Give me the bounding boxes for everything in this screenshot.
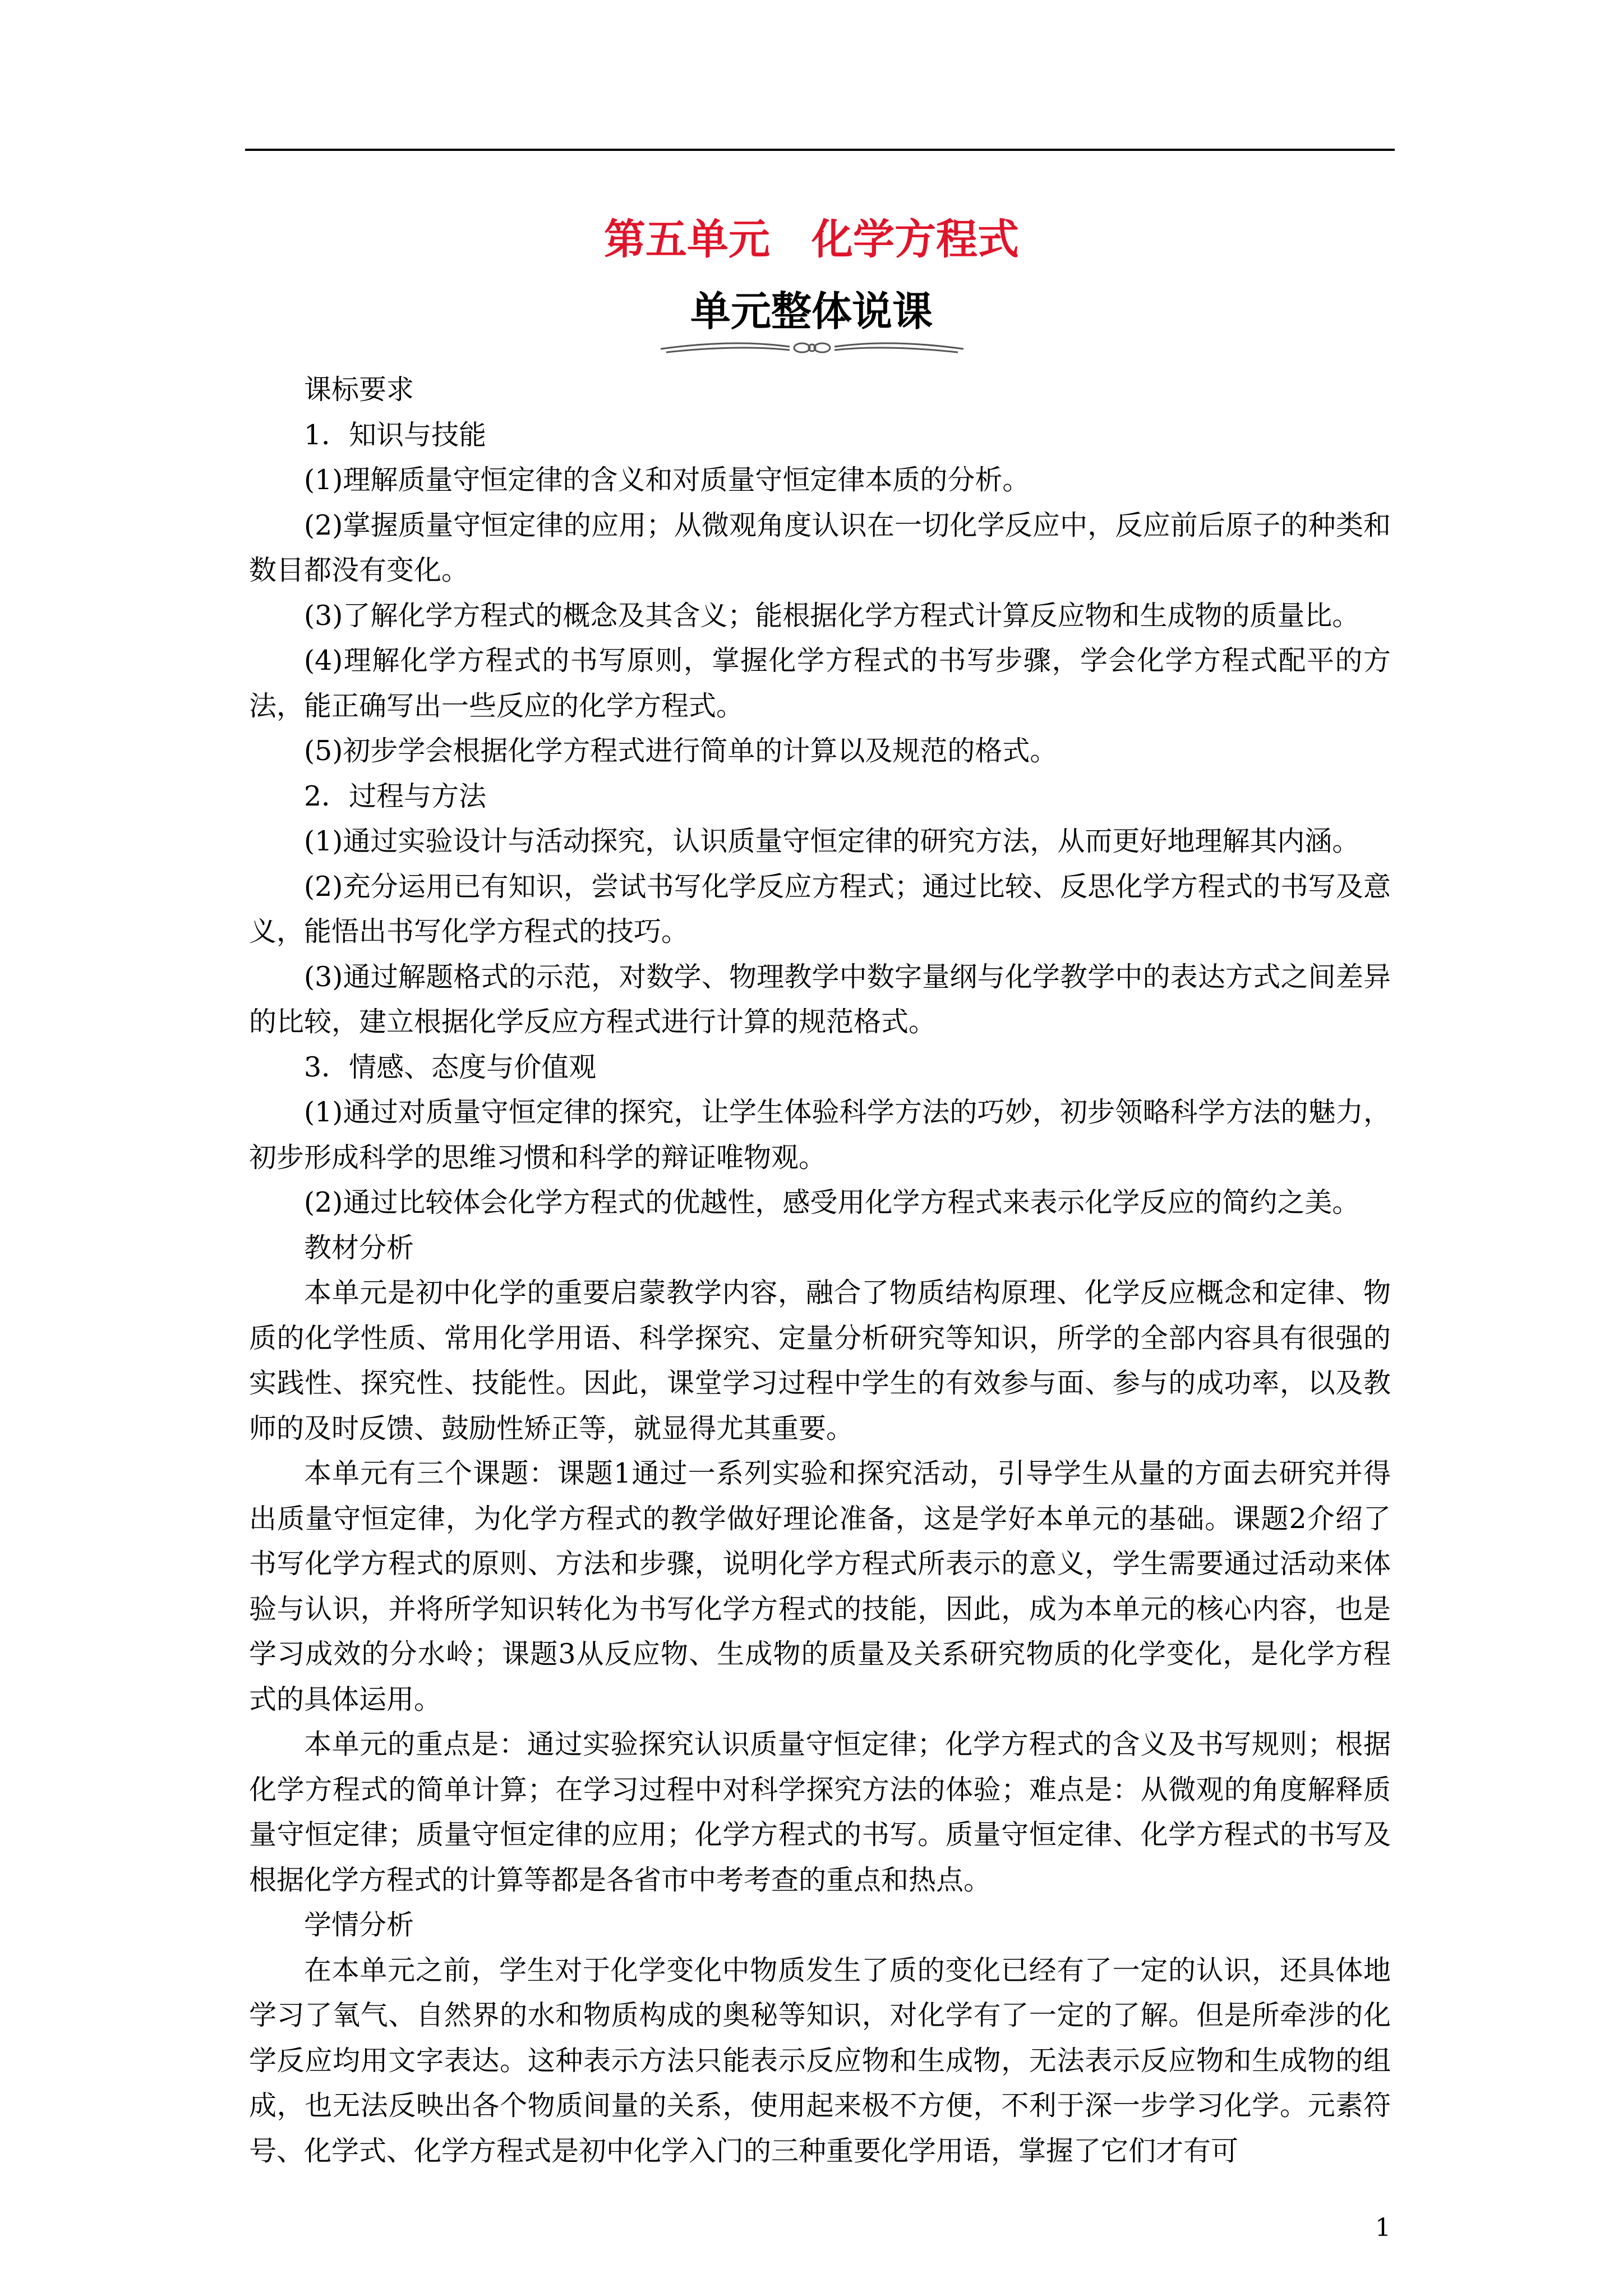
decorative-ornament (655, 332, 969, 360)
paragraph: (1)理解质量守恒定律的含义和对质量守恒定律本质的分析。 (304, 464, 1030, 496)
page-number: 1 (1375, 2214, 1391, 2242)
paragraph: (3)通过解题格式的示范，对数学、物理教学中数字量纲与化学教学中的表达方式之间差异的比较，建立根据化学反应方程式进行计算的规范格式。 (249, 960, 1391, 1038)
heading-textbook-analysis: 教材分析 (304, 1231, 414, 1264)
paragraph: 在本单元之前，学生对于化学变化中物质发生了质的变化已经有了一定的认识，还具体地学习了氧气、自然界的水和物质构成的奥秘等知识，对化学有了一定的了解。但是所牵涉的化学反应均用文字表达。这种表示方法只能表示反应物和生成物，无法表示反应物和生成物的组成，也无法反映出各个物质间量的关系，使用起来极不方便，不利于深一步学习化学。元素符号、化学式、化学方程式是初中化学入门的三种重要化学用语，掌握了它们才有可 (249, 1954, 1391, 2167)
heading-process-methods: 2．过程与方法 (304, 780, 487, 812)
section-subtitle: 单元整体说课 (690, 288, 933, 335)
paragraph: 本单元的重点是：通过实验探究认识质量守恒定律；化学方程式的含义及书写规则；根据化学方程式的简单计算；在学习过程中对科学探究方法的体验；难点是：从微观的角度解释质量守恒定律；质量守恒定律的应用；化学方程式的书写。质量守恒定律、化学方程式的书写及根据化学方程式的计算等都是各省市中考考查的重点和热点。 (249, 1728, 1391, 1896)
header-rule (245, 149, 1395, 151)
paragraph: (5)初步学会根据化学方程式进行简单的计算以及规范的格式。 (304, 735, 1058, 767)
paragraph: (1)通过对质量守恒定律的探究，让学生体验科学方法的巧妙，初步领略科学方法的魅力，初步形成科学的思维习惯和科学的辩证唯物观。 (249, 1096, 1391, 1174)
heading-emotions-values: 3．情感、态度与价值观 (304, 1051, 597, 1083)
heading-curriculum-requirements: 课标要求 (304, 374, 414, 406)
paragraph: (3)了解化学方程式的概念及其含义；能根据化学方程式计算反应物和生成物的质量比。 (304, 599, 1360, 632)
paragraph: 本单元是初中化学的重要启蒙教学内容，融合了物质结构原理、化学反应概念和定律、物质的化学性质、常用化学用语、科学探究、定量分析研究等知识，所学的全部内容具有很强的实践性、探究性、技能性。因此，课堂学习过程中学生的有效参与面、参与的成功率，以及教师的及时反馈、鼓励性矫正等，就显得尤其重要。 (249, 1277, 1391, 1444)
body-text (249, 367, 1391, 2174)
paragraph: (2)充分运用已有知识，尝试书写化学反应方程式；通过比较、反思化学方程式的书写及意义，能悟出书写化学方程式的技巧。 (249, 870, 1391, 947)
paragraph: (2)掌握质量守恒定律的应用；从微观角度认识在一切化学反应中，反应前后原子的种类和数目都没有变化。 (249, 509, 1391, 586)
paragraph: (2)通过比较体会化学方程式的优越性，感受用化学方程式来表示化学反应的简约之美。 (304, 1186, 1360, 1218)
paragraph: (1)通过实验设计与活动探究，认识质量守恒定律的研究方法，从而更好地理解其内涵。 (304, 825, 1360, 857)
unit-title: 第五单元 化学方程式 (604, 215, 1019, 264)
paragraph: 本单元有三个课题：课题1通过一系列实验和探究活动，引导学生从量的方面去研究并得出质量守恒定律，为化学方程式的教学做好理论准备，这是学好本单元的基础。课题2介绍了书写化学方程式的原则、方法和步骤，说明化学方程式所表示的意义，学生需要通过活动来体验与认识，并将所学知识转化为书写化学方程式的技能，因此，成为本单元的核心内容，也是学习成效的分水岭；课题3从反应物、生成物的质量及关系研究物质的化学变化，是化学方程式的具体运用。 (249, 1457, 1391, 1715)
heading-student-analysis: 学情分析 (304, 1909, 414, 1941)
heading-knowledge-skills: 1．知识与技能 (304, 418, 487, 451)
paragraph: (4)理解化学方程式的书写原则，掌握化学方程式的书写步骤，学会化学方程式配平的方法，能正确写出一些反应的化学方程式。 (249, 645, 1391, 722)
